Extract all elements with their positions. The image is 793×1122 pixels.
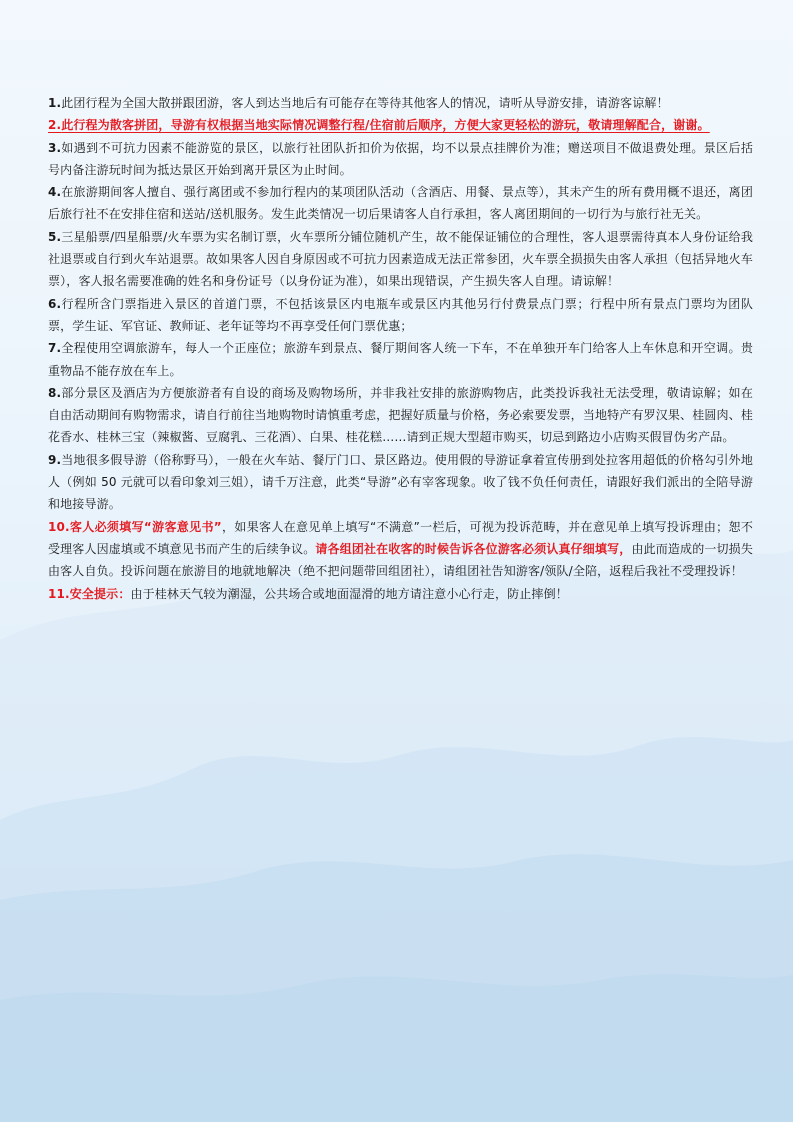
notice-item-10: 10.客人必须填写“游客意见书”，如果客人在意见单上填写“不满意”一栏后，可视为投诉范畴，并在意见单上填写投诉理由；恕不受理客人因虚填或不填意见书而产生的后续争议。请各组团社在收客的时候告诉各位游客必须认真仔细填写，由此而造成的一切损失由客人自负。投诉问题在旅游目的地就地解决（绝不把问题带回组团社），请组团社告知游客/领队/全陪，返程后我社不受理投诉！ — [48, 519, 753, 579]
notice-item-7: 7.全程使用空调旅游车，每人一个正座位；旅游车到景点、餐厅期间客人统一下车，不在单独开车门给客人上车休息和开空调。贵重物品不能存放在车上。 — [48, 341, 753, 378]
notice-list — [48, 92, 753, 605]
notice-item-2: 2.此行程为散客拼团，导游有权根据当地实际情况调整行程/住宿前后顺序，方便大家更轻松的游玩，敬请理解配合，谢谢。 — [48, 118, 710, 133]
notice-item-4: 4.在旅游期间客人擅自、强行离团或不参加行程内的某项团队活动（含酒店、用餐、景点等），其未产生的所有费用概不退还，离团后旅行社不在安排住宿和送站/送机服务。发生此类情况一切后果请客人自行承担，客人离团期间的一切行为与旅行社无关。 — [48, 185, 753, 222]
notice-item-3: 3.如遇到不可抗力因素不能游览的景区，以旅行社团队折扣价为依据，均不以景点挂牌价为准；赠送项目不做退费处理。景区后括号内备注游玩时间为抵达景区开始到离开景区为止时间。 — [48, 140, 753, 177]
notice-item-6: 6.行程所含门票指进入景区的首道门票，不包括该景区内电瓶车或景区内其他另行付费景点门票；行程中所有景点门票均为团队票，学生证、军官证、教师证、老年证等均不再享受任何门票优惠； — [48, 296, 753, 333]
notice-item-1: 1.此团行程为全国大散拼跟团游，客人到达当地后有可能存在等待其他客人的情况，请听从导游安排，请游客谅解！ — [48, 96, 669, 110]
notice-item-9: 9.当地很多假导游（俗称野马），一般在火车站、餐厅门口、景区路边。使用假的导游证拿着宣传册到处拉客用超低的价格勾引外地人（例如 50 元就可以看印象刘三姐），请千万注意，此类“导游”必有宰客现象。收了钱不负任何责任，请跟好我们派出的全陪导游和地接导游。 — [48, 452, 753, 512]
notice-item-8: 8.部分景区及酒店为方便旅游者有自设的商场及购物场所，并非我社安排的旅游购物店，此类投诉我社无法受理，敬请谅解；如在自由活动期间有购物需求，请自行前往当地购物时请慎重考虑，把握好质量与价格，务必索要发票，当地特产有罗汉果、桂圆肉、桂花香水、桂林三宝（辣椒酱、豆腐乳、三花酒）、白果、桂花糕……请到正规大型超市购买，切忌到路边小店购买假冒伪劣产品。 — [48, 385, 753, 445]
notice-item-11: 11.安全提示：由于桂林天气较为潮湿，公共场合或地面湿滑的地方请注意小心行走，防止摔倒！ — [48, 586, 568, 601]
notice-item-5: 5.三星船票/四星船票/火车票为实名制订票，火车票所分铺位随机产生，故不能保证铺位的合理性，客人退票需待真本人身份证给我社退票或自行到火车站退票。故如果客人因自身原因或不可抗力因素造成无法正常参团，火车票全损损失由客人承担（包括异地火车票），客人报名需要准确的姓名和身份证号（以身份证为准），如果出现错误，产生损失客人自理。请谅解！ — [48, 229, 753, 289]
